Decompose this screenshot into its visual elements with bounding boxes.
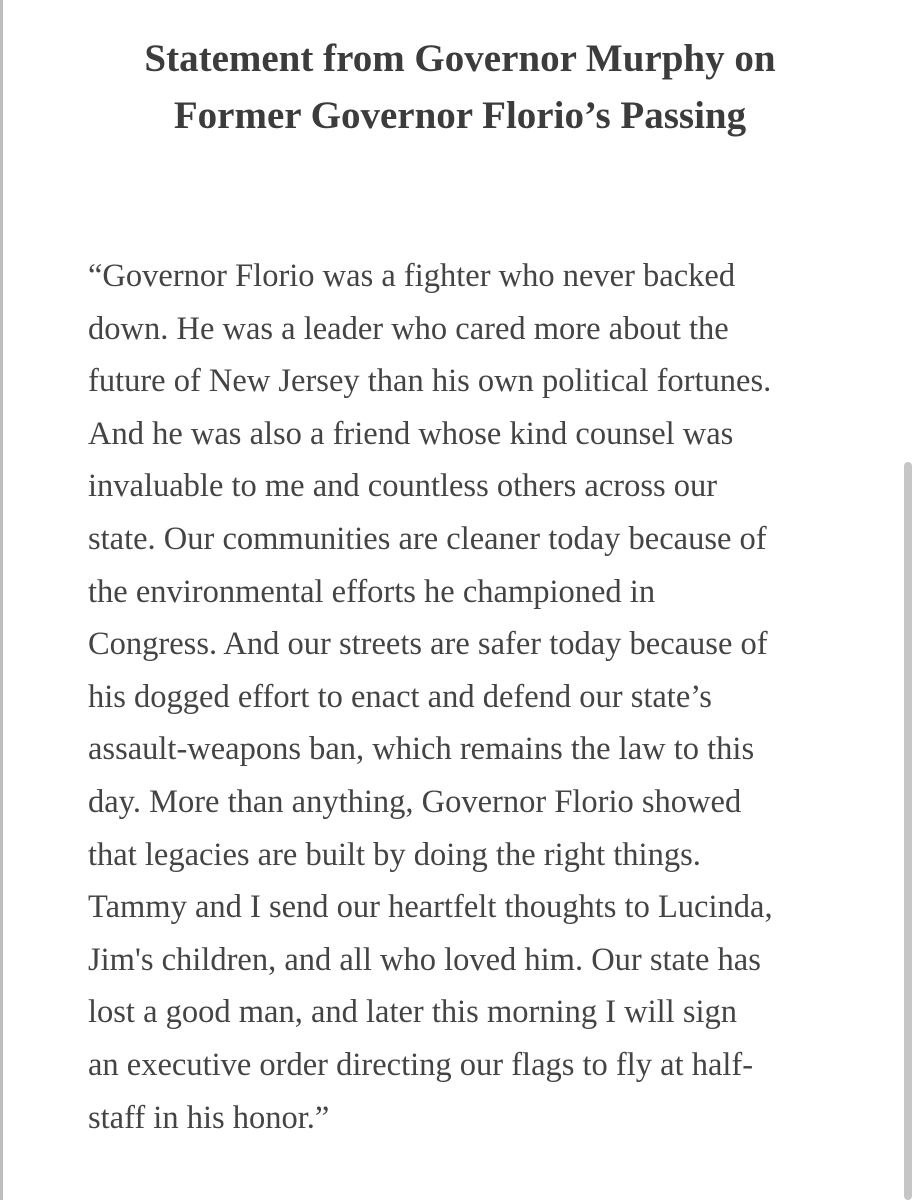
title-line: Former Governor Florio’s Passing <box>173 94 747 137</box>
body-line: assault-weapons ban, which remains the law to this <box>88 731 755 768</box>
body-line: down. He was a leader who cared more about the <box>88 310 729 347</box>
body-line: Congress. And our streets are safer today because of <box>88 626 768 663</box>
body-line: day. More than anything, Governor Florio showed <box>88 783 742 820</box>
body-line: Tammy and I send our heartfelt thoughts to Lucinda, <box>88 889 773 926</box>
body-line: state. Our communities are cleaner today because of <box>88 520 767 557</box>
body-line: lost a good man, and later this morning I will sign <box>88 994 738 1031</box>
body-line: that legacies are built by doing the right things. <box>88 836 701 873</box>
scrollbar-thumb[interactable] <box>904 462 912 1200</box>
title-line: Statement from Governor Murphy on <box>144 37 776 80</box>
body-line: invaluable to me and countless others across our <box>88 468 718 505</box>
statement-title <box>60 30 860 144</box>
body-line: an executive order directing our flags to fly at half- <box>88 1046 754 1083</box>
page-left-border <box>0 0 3 1200</box>
body-line: future of New Jersey than his own political fortunes. <box>88 363 772 400</box>
body-line: the environmental efforts he championed in <box>88 573 656 610</box>
statement-body <box>88 250 848 1144</box>
body-line: And he was also a friend whose kind counsel was <box>88 415 734 452</box>
body-line: staff in his honor.” <box>88 1099 330 1136</box>
body-line: Jim's children, and all who loved him. Our state has <box>88 941 761 978</box>
body-line: “Governor Florio was a fighter who never backed <box>88 258 736 294</box>
body-line: his dogged effort to enact and defend our state’s <box>88 678 712 715</box>
